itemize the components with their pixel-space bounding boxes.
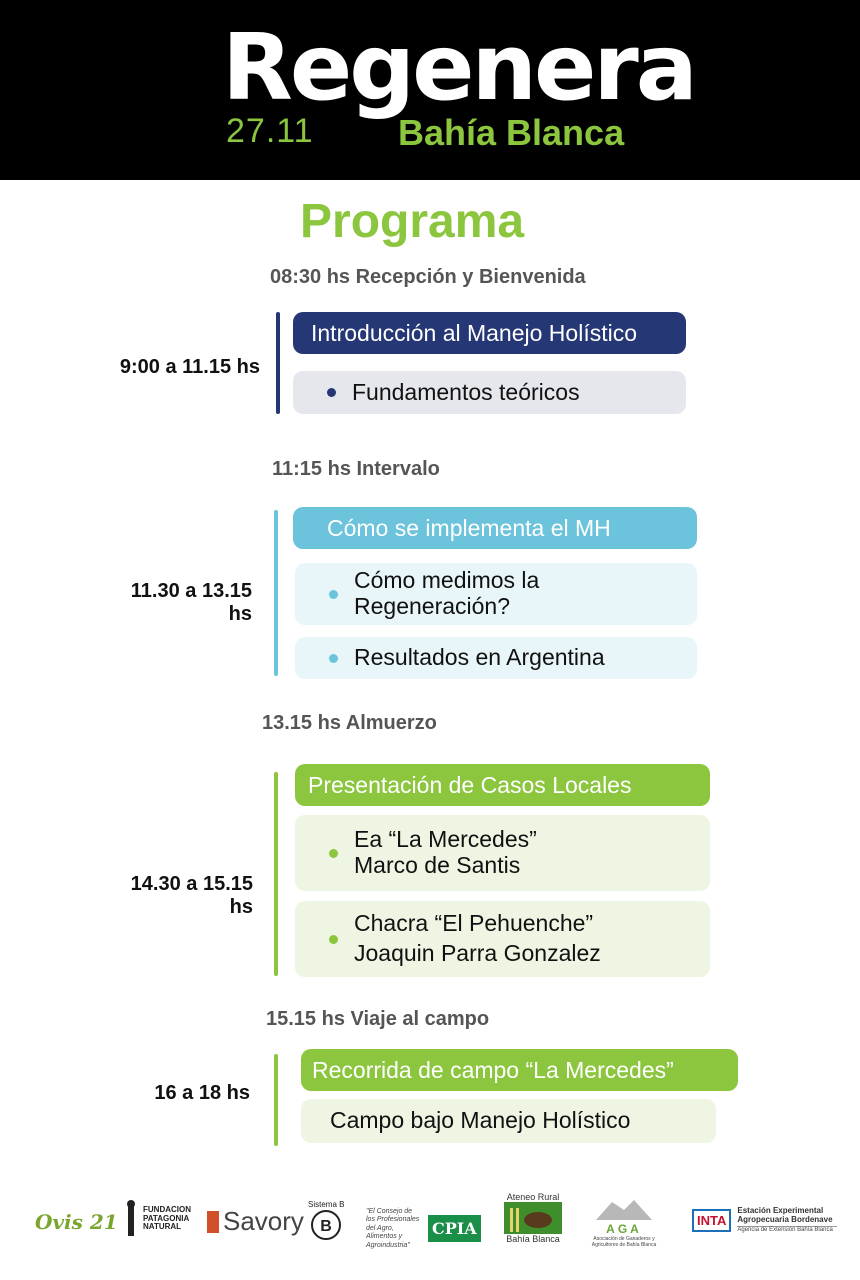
item-label: Ea “La Mercedes” Marco de Santis	[354, 826, 537, 878]
ovis21-logo: Ovis 21	[35, 1210, 118, 1234]
list-item	[301, 1099, 716, 1143]
block-time: 9:00 a 11.15 hs	[119, 356, 260, 378]
savory-icon	[207, 1211, 219, 1233]
block-heading: Recorrida de campo “La Mercedes”	[301, 1049, 738, 1091]
block-heading: Introducción al Manejo Holístico	[293, 312, 686, 354]
b-corp-icon	[310, 1209, 342, 1241]
list-item	[293, 371, 686, 414]
figure-icon	[122, 1200, 140, 1238]
aga-animal-icon	[594, 1196, 654, 1222]
block-heading: Presentación de Casos Locales	[295, 764, 710, 806]
list-item	[295, 815, 710, 891]
event-title: Regenera	[222, 14, 695, 121]
item-label: Cómo medimos la Regeneración?	[354, 567, 540, 619]
item-label: Resultados en Argentina	[354, 644, 605, 671]
cpia-logo: "El Consejo de los Profesionales del Agro, Alimentos y Agroindustria" CPIA	[366, 1208, 481, 1250]
block-heading: Cómo se implementa el MH	[293, 507, 697, 549]
bullet-icon	[327, 388, 336, 397]
event-date: 27.11	[226, 112, 314, 150]
bullet-icon	[329, 849, 338, 858]
divider-trip: 15.15 hs Viaje al campo	[266, 1008, 490, 1030]
block-time: 16 a 18 hs	[154, 1082, 250, 1104]
block-line	[274, 1054, 278, 1146]
divider-lunch: 13.15 hs Almuerzo	[262, 712, 437, 734]
program-title: Programa	[300, 195, 525, 248]
cow-wheat-icon	[504, 1202, 562, 1234]
list-item	[295, 901, 710, 977]
divider-break: 11:15 hs Intervalo	[272, 458, 440, 480]
block-line	[274, 510, 278, 676]
patagonia-logo: FUNDACION PATAGONIA NATURAL	[122, 1200, 203, 1238]
item-label: Chacra “El Pehuenche” Joaquin Parra Gonzalez	[354, 910, 601, 966]
sistema-b-logo: Sistema B B	[308, 1200, 344, 1241]
ateneo-rural-logo: Ateneo Rural Bahía Blanca	[504, 1192, 562, 1244]
savory-logo: Savory	[207, 1206, 304, 1237]
inta-logo: INTA Estación Experimental Agropecuaria Bordenave Agencia de Extensión Bahía Blanca	[692, 1206, 837, 1235]
list-item	[295, 563, 697, 625]
block-line	[276, 312, 280, 414]
list-item	[295, 637, 697, 679]
event-city: Bahía Blanca	[398, 112, 625, 153]
divider-reception: 08:30 hs Recepción y Bienvenida	[270, 266, 586, 288]
block-time: 11.30 a 13.15 hs	[130, 580, 252, 625]
bullet-icon	[329, 590, 338, 599]
bullet-icon	[329, 935, 338, 944]
sponsor-logos	[0, 1190, 860, 1270]
svg-text:B: B	[320, 1218, 333, 1235]
bullet-icon	[329, 654, 338, 663]
block-line	[274, 772, 278, 976]
block-time: 14.30 a 15.15 hs	[130, 873, 253, 918]
item-label: Fundamentos teóricos	[352, 378, 580, 405]
header-banner	[0, 0, 860, 180]
item-label: Campo bajo Manejo Holístico	[330, 1107, 631, 1134]
aga-logo: AGA Asociación de Ganaderos y Agricultores de Bahía Blanca	[588, 1196, 660, 1248]
